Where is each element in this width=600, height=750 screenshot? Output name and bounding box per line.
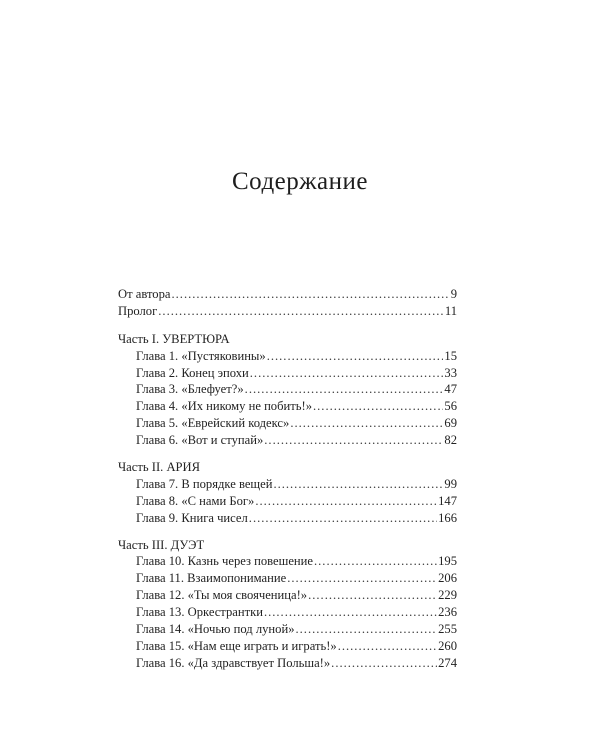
dot-leader — [296, 621, 438, 638]
toc-entry-label: Глава 5. «Еврейский кодекс» — [136, 416, 290, 431]
part-heading-2[interactable]: Часть II. АРИЯ — [118, 460, 201, 475]
toc-page-number: 99 — [444, 476, 457, 491]
toc-entry-label: Глава 7. В порядке вещей — [136, 476, 273, 491]
toc-entry-label: Глава 2. Конец эпохи — [136, 365, 249, 380]
toc-entry-prologue[interactable] — [118, 303, 457, 320]
spacer — [118, 527, 457, 537]
spacer — [118, 449, 457, 459]
toc-page-number: 229 — [438, 588, 457, 603]
toc-entry-chapter[interactable] — [118, 510, 457, 527]
toc-entry-label: От автора — [118, 287, 171, 301]
toc-page-number: 206 — [438, 571, 457, 586]
toc-entry-chapter[interactable] — [118, 638, 457, 655]
toc-entry-chapter[interactable] — [118, 604, 457, 621]
page-title: Содержание — [232, 168, 368, 195]
toc-entry-chapter[interactable] — [118, 415, 457, 432]
dot-leader — [331, 655, 437, 672]
toc-entry-label: Глава 1. «Пустяковины» — [136, 348, 266, 363]
toc-page-number: 260 — [438, 638, 457, 653]
dot-leader — [308, 587, 437, 604]
dot-leader — [250, 365, 444, 382]
toc-page-number: 166 — [438, 510, 457, 525]
toc-page-number: 255 — [438, 622, 457, 637]
toc-entry-label: Глава 13. Оркестрантки — [136, 605, 263, 620]
dot-leader — [245, 381, 444, 398]
dot-leader — [273, 476, 443, 493]
toc-entry-label: Глава 15. «Нам еще играть и играть!» — [136, 638, 337, 653]
toc-entry-label: Глава 4. «Их никому не побить!» — [136, 399, 312, 414]
dot-leader — [313, 398, 443, 415]
toc-entry-chapter[interactable] — [118, 381, 457, 398]
toc-entry-label: Глава 9. Книга чисел — [136, 510, 248, 525]
toc-entry-chapter[interactable] — [118, 398, 457, 415]
part-heading-3[interactable]: Часть III. ДУЭТ — [118, 537, 205, 552]
dot-leader — [255, 493, 437, 510]
toc-page-number: 147 — [438, 493, 457, 508]
toc-page-number: 15 — [444, 348, 457, 363]
toc-page-number: 33 — [444, 365, 457, 380]
dot-leader — [314, 553, 437, 570]
toc-page-number: 195 — [438, 554, 457, 569]
toc-entry-label: Глава 6. «Вот и ступай» — [136, 433, 264, 448]
toc-page-number: 82 — [444, 433, 457, 448]
toc-entry-chapter[interactable] — [118, 587, 457, 604]
toc-entry-chapter[interactable] — [118, 493, 457, 510]
dot-leader — [264, 432, 443, 449]
toc-entry-label: Глава 16. «Да здравствует Польша!» — [136, 655, 331, 670]
toc-page-number: 236 — [438, 605, 457, 620]
dot-leader — [172, 286, 450, 303]
dot-leader — [267, 348, 444, 365]
toc-page-number: 274 — [438, 655, 457, 670]
dot-leader — [338, 638, 437, 655]
toc-entry-from-author[interactable] — [118, 286, 457, 303]
toc-entry-label: Глава 11. Взаимопонимание — [136, 571, 287, 586]
dot-leader — [287, 570, 437, 587]
toc-entry-chapter[interactable] — [118, 553, 457, 570]
toc-entry-chapter[interactable] — [118, 365, 457, 382]
part-heading-1[interactable]: Часть I. УВЕРТЮРА — [118, 331, 230, 346]
table-of-contents — [118, 286, 457, 672]
toc-entry-chapter[interactable] — [118, 348, 457, 365]
toc-entry-label: Глава 14. «Ночью под луной» — [136, 622, 295, 637]
toc-page-number: 56 — [444, 399, 457, 414]
toc-entry-label: Глава 10. Казнь через повешение — [136, 554, 313, 569]
toc-entry-label: Пролог — [118, 303, 158, 318]
toc-entry-label: Глава 3. «Блефует?» — [136, 382, 244, 397]
toc-page-number: 47 — [444, 382, 457, 397]
toc-entry-chapter[interactable] — [118, 621, 457, 638]
toc-page-number: 11 — [444, 303, 457, 318]
dot-leader — [158, 303, 444, 320]
dot-leader — [264, 604, 437, 621]
dot-leader — [290, 415, 443, 432]
dot-leader — [249, 510, 437, 527]
toc-entry-chapter[interactable] — [118, 570, 457, 587]
toc-entry-chapter[interactable] — [118, 476, 457, 493]
toc-page-number: 9 — [450, 287, 457, 301]
spacer — [118, 320, 457, 331]
toc-entry-chapter[interactable] — [118, 432, 457, 449]
toc-page-number: 69 — [444, 416, 457, 431]
toc-entry-label: Глава 8. «С нами Бог» — [136, 493, 255, 508]
toc-entry-label: Глава 12. «Ты моя свояченица!» — [136, 588, 308, 603]
toc-entry-chapter[interactable] — [118, 655, 457, 672]
